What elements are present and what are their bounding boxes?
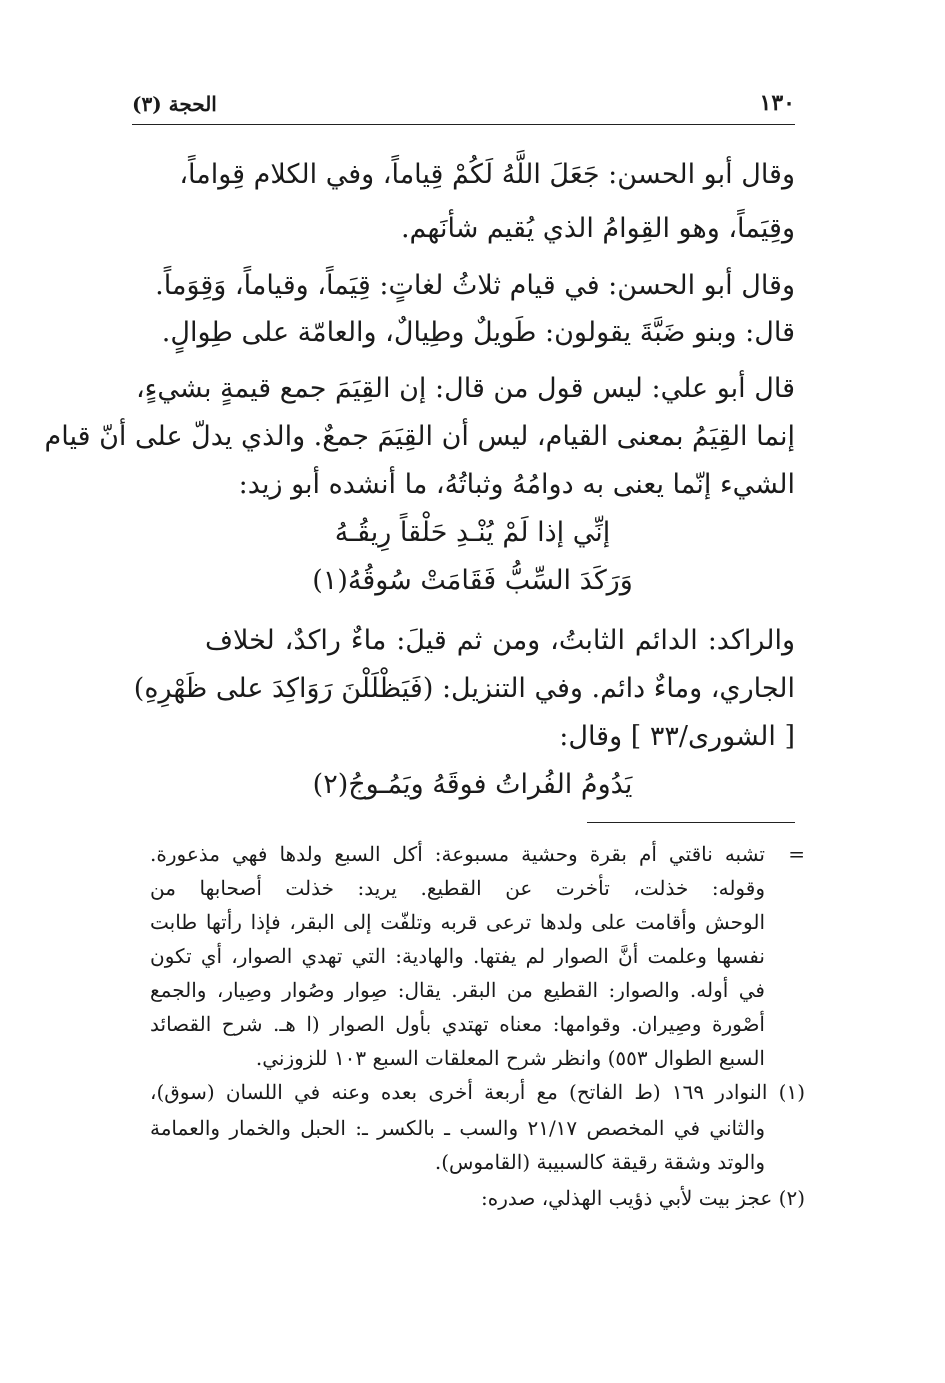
- page-header: [132, 88, 795, 125]
- verse-line: إنِّي إذا لَمْ يُنْـدِ حَلْقاً رِيقُـهُ: [334, 517, 611, 548]
- body-line: وقال أبو الحسن: جَعَلَ اللَّهُ لَكُمْ قِياماً، وفي الكلام قِواماً،: [179, 159, 795, 190]
- body-line: والراكد: الدائم الثابتُ، ومن ثم قيلَ: ماءٌ راكدٌ، لخلاف: [205, 625, 795, 656]
- footnote-line: وقوله: خذلت، تأخرت عن القطيع. يريد: خذلت أصحابها من: [150, 876, 765, 900]
- body-line: وقال أبو الحسن: في قيام ثلاثُ لغاتٍ: قِيَماً، وقياماً، وَقِوَماً.: [155, 270, 795, 301]
- body-line: [ الشورى/٣٣ ] وقال:: [559, 721, 795, 752]
- footnote-separator: [587, 822, 795, 823]
- footnote-line: (٢) عجز بيت لأبي ذؤيب الهذلي، صدره:: [481, 1186, 805, 1210]
- body-line: الشيء إنّما يعنى به دوامُهُ وثباتُهُ، ما أنشده أبو زيد:: [238, 469, 795, 500]
- body-line: قال أبو علي: ليس قول من قال: إن القِيَمَ جمع قيمةٍ بشيءٍ،: [135, 373, 795, 404]
- verse-line: وَرَكَدَ السِّبُّ فَقَامَتْ سُوقُهُ(١): [312, 565, 633, 596]
- footnote-line: والوتد وشقة رقيقة كالسبيبة (القاموس).: [434, 1150, 765, 1174]
- continuation-marker: =: [788, 842, 805, 866]
- body-line: قال: وبنو ضَبَّةَ يقولون: طَويلٌ وطِيالٌ، والعامّة على طِوالٍ.: [161, 317, 795, 348]
- footnote-line: نفسها وعلمت أنَّ الصوار لم يفتها. والهادية: التي تهدي الصوار، أي تكون: [150, 944, 765, 968]
- footnote-line: أصْورة وصِيران. وقوامها: معناه تهتدي بأول الصوار (ا هـ. شرح القصائد: [150, 1012, 765, 1036]
- footnote-line: والثاني في المخصص ٢١/١٧ والسب ـ بالكسر ـ: الحبل والخمار والعمامة: [150, 1116, 765, 1140]
- footnote-line: الوحش وأقامت على ولدها ترعى قربه وتلفّت إلى البقر، فإذا رأتها طابت: [150, 910, 765, 934]
- footnote-line: (١) النوادر ١٦٩ (ط الفاتح) مع أربعة أخرى بعده وعنه في اللسان (سوق)،: [150, 1080, 806, 1104]
- verse-line: يَدُومُ الفُراتُ فوقَهُ ويَمُـوجُ(٢): [312, 769, 633, 800]
- body-line: وقِيَماً، وهو القِوامُ الذي يُقيم شأنَهم.: [400, 213, 795, 244]
- page-number: ١٣٠: [759, 90, 795, 116]
- body-line: الجاري، وماءٌ دائم. وفي التنزيل: (فَيَظْلَلْنَ رَوَاكِدَ على ظَهْرِهِ): [133, 673, 795, 704]
- footnote-line: في أوله. والصوار: القطيع من البقر. يقال: صِوار وصُوار وصِيار، والجمع: [150, 978, 765, 1002]
- footnote-line: تشبه ناقتي أم بقرة وحشية مسبوعة: أكل السبع ولدها فهي مذعورة.: [150, 842, 765, 866]
- footnote-line: السبع الطوال ٥٥٣) وانظر شرح المعلقات السبع ١٠٣ للزوزني.: [255, 1046, 765, 1070]
- body-line: إنما القِيَمُ بمعنى القيام، ليس أن القِيَمَ جمعٌ. والذي يدلّ على أنّ قيام: [44, 421, 795, 452]
- running-title: الحجة (٣): [132, 92, 217, 116]
